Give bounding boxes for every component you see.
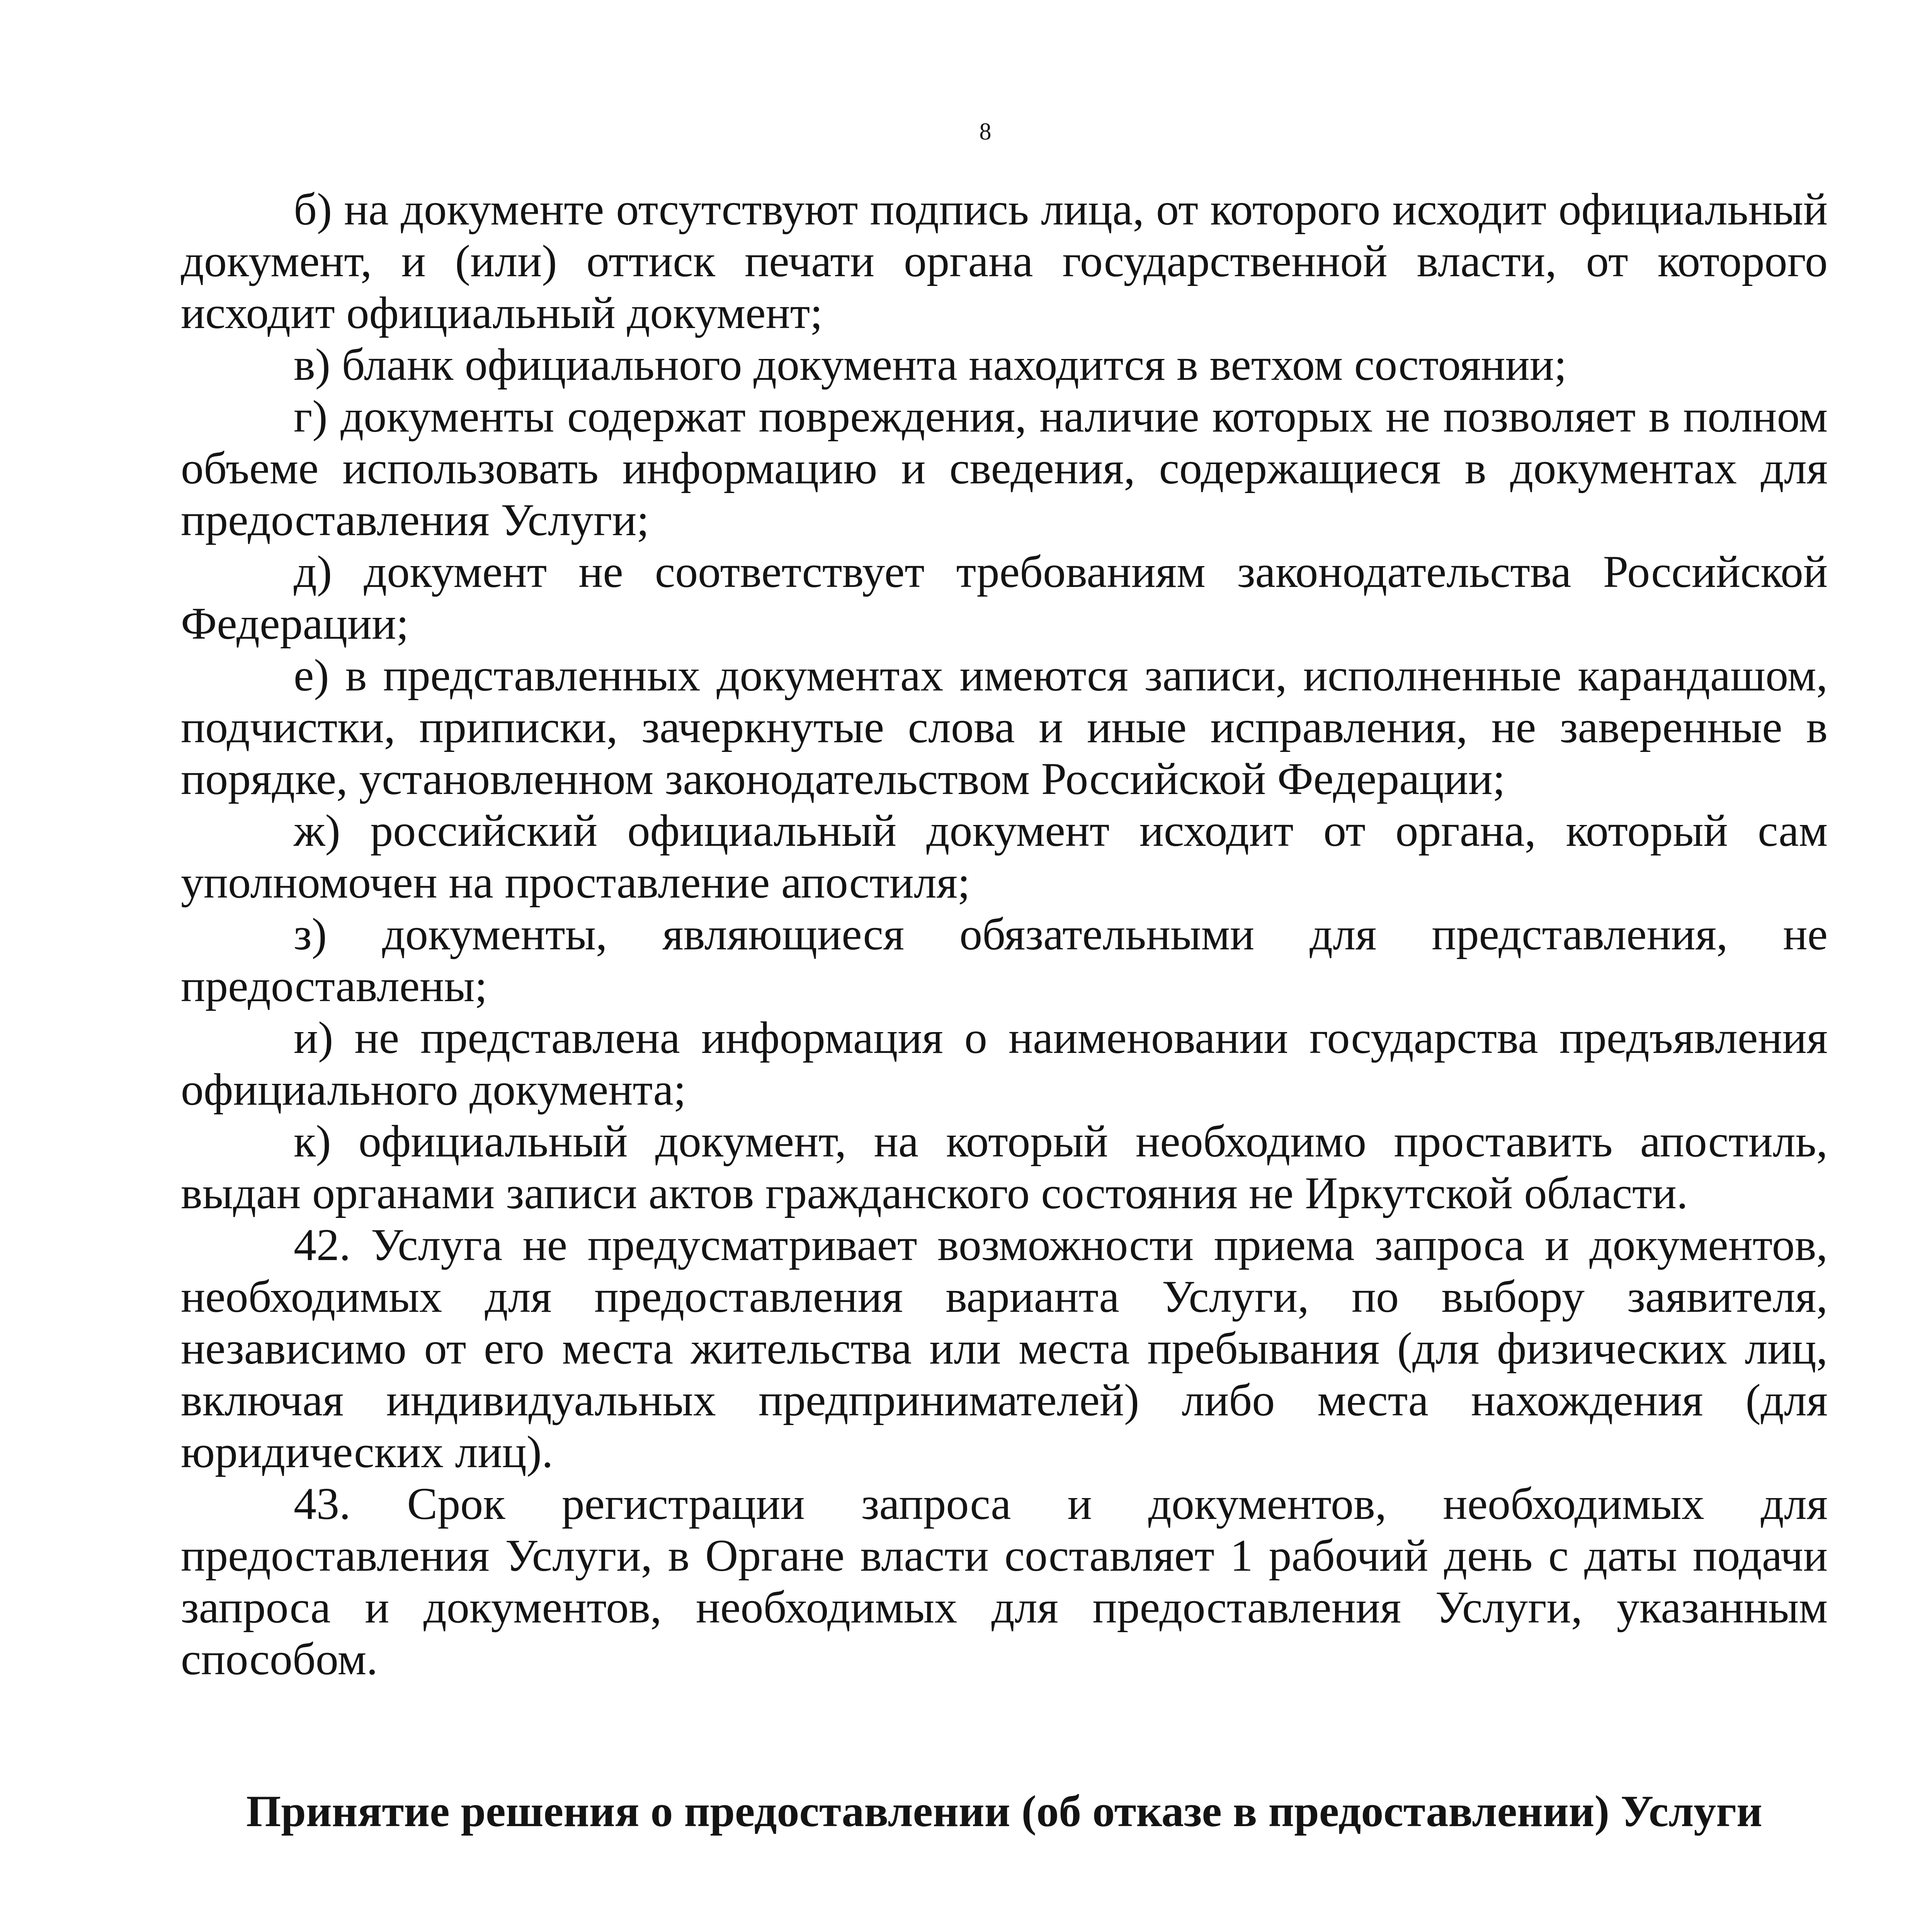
paragraph-42: 42. Услуга не предусматривает возможности приема запроса и документов, необходимых для предоставления варианта Услуги, по выбору заявителя, независимо от его места жительства или места пребывания (для физических лиц, включая индивидуальных предпринимателей) либо места нахождения (для юридических лиц). bbox=[181, 1219, 1828, 1477]
paragraph-item-b: б) на документе отсутствуют подпись лица, от которого исходит официальный документ, и (или) оттиск печати органа государственной власти, от которого исходит официальный документ; bbox=[181, 184, 1828, 338]
paragraph-item-e: е) в представленных документах имеются записи, исполненные карандашом, подчистки, приписки, зачеркнутые слова и иные исправления, не заверенные в порядке, установленном законодательством Российской Федерации; bbox=[181, 650, 1828, 804]
paragraph-item-d: д) документ не соответствует требованиям законодательства Российской Федерации; bbox=[181, 546, 1828, 649]
page-number: 8 bbox=[979, 119, 992, 145]
paragraph-item-v: в) бланк официального документа находится в ветхом состоянии; bbox=[294, 339, 1567, 390]
paragraph-43: 43. Срок регистрации запроса и документов, необходимых для предоставления Услуги, в Органе власти составляет 1 рабочий день с даты подачи запроса и документов, необходимых для предоставления Услуги, указанным способом. bbox=[181, 1478, 1828, 1684]
paragraph-item-g: г) документы содержат повреждения, наличие которых не позволяет в полном объеме использовать информацию и сведения, содержащиеся в документах для предоставления Услуги; bbox=[181, 391, 1828, 545]
paragraph-item-i: и) не представлена информация о наименовании государства предъявления официального документа; bbox=[181, 1012, 1828, 1115]
document-body bbox=[181, 184, 1828, 1932]
paragraph-item-k: к) официальный документ, на который необходимо проставить апостиль, выдан органами записи актов гражданского состояния не Иркутской области. bbox=[181, 1116, 1828, 1218]
section-heading: Принятие решения о предоставлении (об отказе в предоставлении) Услуги bbox=[246, 1787, 1762, 1836]
paragraph-item-z: з) документы, являющиеся обязательными для представления, не предоставлены; bbox=[181, 909, 1828, 1011]
paragraph-item-zh: ж) российский официальный документ исходит от органа, который сам уполномочен на проставление апостиля; bbox=[181, 805, 1828, 908]
